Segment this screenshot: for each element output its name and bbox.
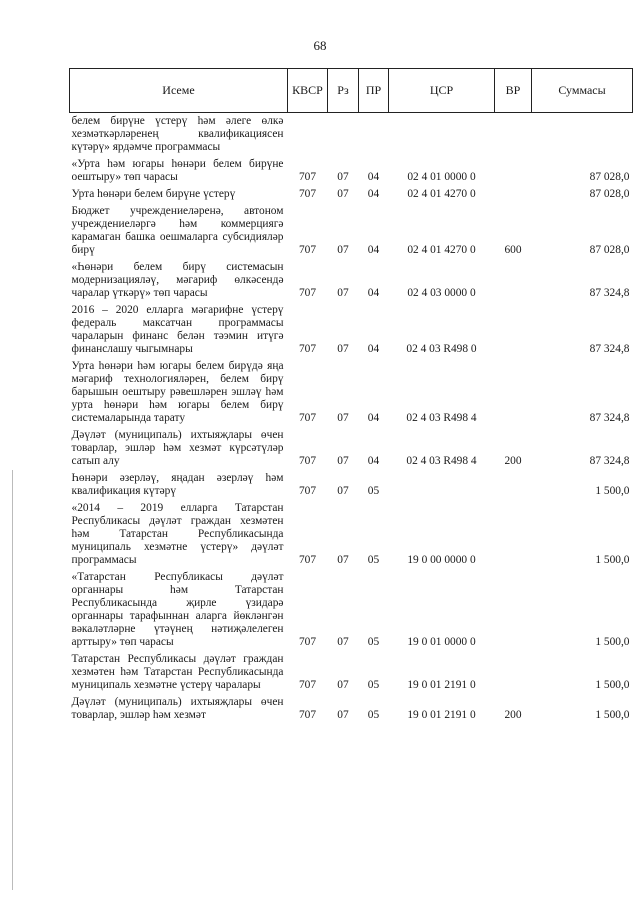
table-row — [70, 427, 633, 470]
table-row — [70, 156, 633, 186]
cell-pr: 04 — [367, 287, 380, 299]
cell-csr: 02 4 03 R498 4 — [406, 412, 477, 424]
table-row — [70, 470, 633, 500]
header-kvsr: КВСР — [288, 69, 328, 113]
cell-vr — [495, 358, 532, 427]
cell-name: Урта һөнәри белем бирүне үстерү — [71, 188, 236, 200]
cell-pr: 04 — [367, 412, 380, 424]
cell-kvsr: 707 — [298, 455, 317, 467]
cell-pr: 05 — [367, 709, 380, 721]
cell-vr — [495, 569, 532, 651]
cell-vr: 200 — [504, 455, 522, 467]
cell-kvsr: 707 — [298, 679, 317, 691]
cell-sum: 87 028,0 — [589, 244, 630, 256]
cell-name: Дәүләт (муниципаль) ихтыяҗлары өчен товарлар, эшләр һәм хезмәт күрсәтүләр сатып алу — [71, 429, 284, 467]
cell-csr: 19 0 01 2191 0 — [407, 679, 476, 691]
budget-table — [69, 68, 633, 724]
cell-pr: 04 — [367, 171, 380, 183]
cell-sum: 87 028,0 — [589, 188, 630, 200]
cell-pr: 05 — [367, 679, 380, 691]
table-header-row — [70, 69, 633, 113]
cell-sum: 87 324,8 — [589, 343, 630, 355]
cell-sum: 87 324,8 — [589, 412, 630, 424]
cell-rz: 07 — [337, 709, 349, 721]
cell-name: белем бирүне үстерү һәм әлеге өлкә хезмәткәрләренең квалификациясен күтәрү» ярдәмче программасы — [71, 115, 284, 153]
margin-scan-line — [12, 470, 13, 890]
cell-rz: 07 — [337, 244, 349, 256]
cell-vr: 200 — [504, 709, 522, 721]
cell-vr — [495, 259, 532, 302]
cell-sum — [532, 113, 633, 157]
cell-rz: 07 — [337, 554, 349, 566]
cell-kvsr: 707 — [298, 554, 317, 566]
cell-rz: 07 — [337, 343, 349, 355]
header-sum: Суммасы — [532, 69, 633, 113]
cell-kvsr: 707 — [298, 412, 317, 424]
table-row — [70, 358, 633, 427]
cell-vr — [495, 113, 532, 157]
header-csr: ЦСР — [389, 69, 495, 113]
cell-kvsr — [288, 113, 328, 157]
cell-name: «2014 – 2019 елларга Татарстан Республикасы дәүләт граждан хезмәтен һәм Татарстан Республикасында муниципаль хезмәтне үстерү» дәүләт программасы — [71, 502, 284, 566]
table-row — [70, 569, 633, 651]
cell-pr: 04 — [367, 188, 380, 200]
cell-kvsr: 707 — [298, 636, 317, 648]
header-name: Исеме — [70, 69, 288, 113]
cell-rz: 07 — [337, 485, 349, 497]
header-rz: Рз — [328, 69, 359, 113]
cell-name: «Татарстан Республикасы дәүләт органнары һәм Татарстан Республикасында җирле үзидарә органнары тарафыннан аларга йөкләнгән вәкаләтләрне үтәүнең нәтиҗәлелеген арттыру» төп чарасы — [71, 571, 284, 648]
cell-csr: 19 0 01 0000 0 — [407, 636, 476, 648]
cell-kvsr: 707 — [298, 171, 317, 183]
cell-csr — [389, 470, 495, 500]
cell-kvsr: 707 — [298, 485, 317, 497]
cell-vr — [495, 302, 532, 358]
cell-csr: 02 4 03 0000 0 — [407, 287, 476, 299]
cell-sum: 87 028,0 — [589, 171, 630, 183]
table-row — [70, 113, 633, 157]
cell-rz: 07 — [337, 636, 349, 648]
cell-rz: 07 — [337, 455, 349, 467]
cell-csr: 02 4 03 R498 0 — [406, 343, 477, 355]
cell-sum: 1 500,0 — [595, 636, 630, 648]
cell-csr: 02 4 01 0000 0 — [407, 171, 476, 183]
cell-kvsr: 707 — [298, 287, 317, 299]
cell-pr: 05 — [367, 636, 380, 648]
cell-vr — [495, 470, 532, 500]
table-row — [70, 651, 633, 694]
table-row — [70, 500, 633, 569]
cell-name: Һөнәри әзерләү, яңадан әзерләү һәм квалификация күтәрү — [71, 472, 284, 497]
cell-kvsr: 707 — [298, 709, 317, 721]
header-pr: ПР — [359, 69, 389, 113]
cell-sum: 1 500,0 — [595, 554, 630, 566]
cell-csr: 02 4 03 R498 4 — [406, 455, 477, 467]
cell-name: Дәүләт (муниципаль) ихтыяҗлары өчен товарлар, эшләр һәм хезмәт — [71, 696, 284, 721]
cell-sum: 87 324,8 — [589, 455, 630, 467]
cell-pr: 04 — [367, 244, 380, 256]
cell-sum: 1 500,0 — [595, 679, 630, 691]
header-vr: ВР — [495, 69, 532, 113]
cell-rz: 07 — [337, 287, 349, 299]
cell-vr — [495, 156, 532, 186]
cell-csr: 02 4 01 4270 0 — [407, 188, 476, 200]
cell-vr — [495, 651, 532, 694]
table-row — [70, 302, 633, 358]
cell-vr: 600 — [504, 244, 522, 256]
cell-sum: 1 500,0 — [595, 485, 630, 497]
cell-name: «Урта һәм югары һөнәри белем бирүне оештыру» төп чарасы — [71, 158, 284, 183]
cell-csr: 19 0 00 0000 0 — [407, 554, 476, 566]
page-number: 68 — [313, 38, 327, 53]
cell-sum: 1 500,0 — [595, 709, 630, 721]
table-row — [70, 259, 633, 302]
table-row — [70, 186, 633, 203]
cell-pr: 04 — [367, 455, 380, 467]
cell-sum: 87 324,8 — [589, 287, 630, 299]
cell-csr: 02 4 01 4270 0 — [407, 244, 476, 256]
table-row — [70, 203, 633, 259]
cell-vr — [495, 186, 532, 203]
cell-pr: 05 — [367, 554, 380, 566]
cell-kvsr: 707 — [298, 244, 317, 256]
cell-pr: 05 — [367, 485, 380, 497]
cell-rz — [328, 113, 359, 157]
cell-name: Урта һөнәри һәм югары белем бирүдә яңа мәгариф технологияләрен, белем бирү барышын оештыру рәвешләрен эшләү һәм урта һөнәри һәм югары белем бирү системаларында тарату — [71, 360, 284, 424]
cell-pr: 04 — [367, 343, 380, 355]
cell-csr — [389, 113, 495, 157]
cell-rz: 07 — [337, 679, 349, 691]
cell-kvsr: 707 — [298, 188, 317, 200]
cell-name: «Һөнәри белем бирү системасын модернизацияләү, мәгариф өлкәсендә чаралар үткәрү» төп чарасы — [71, 261, 284, 299]
cell-vr — [495, 500, 532, 569]
cell-name: 2016 – 2020 елларга мәгарифне үстерү федераль максатчан программасы чараларын финанс белән тәэмин итүгә финанслашу чыгымнары — [71, 304, 284, 355]
table-row — [70, 694, 633, 724]
cell-rz: 07 — [337, 171, 349, 183]
cell-rz: 07 — [337, 188, 349, 200]
cell-name: Татарстан Республикасы дәүләт граждан хезмәтен һәм Татарстан Республикасында муниципаль хезмәтне үстерү чаралары — [71, 653, 284, 691]
cell-pr — [359, 113, 389, 157]
cell-csr: 19 0 01 2191 0 — [407, 709, 476, 721]
cell-rz: 07 — [337, 412, 349, 424]
cell-kvsr: 707 — [298, 343, 317, 355]
cell-name: Бюджет учреждениеләренә, автоном учреждениеләргә һәм коммерциягә карамаган башка оешмаларга субсидияләр бирү — [71, 205, 284, 256]
